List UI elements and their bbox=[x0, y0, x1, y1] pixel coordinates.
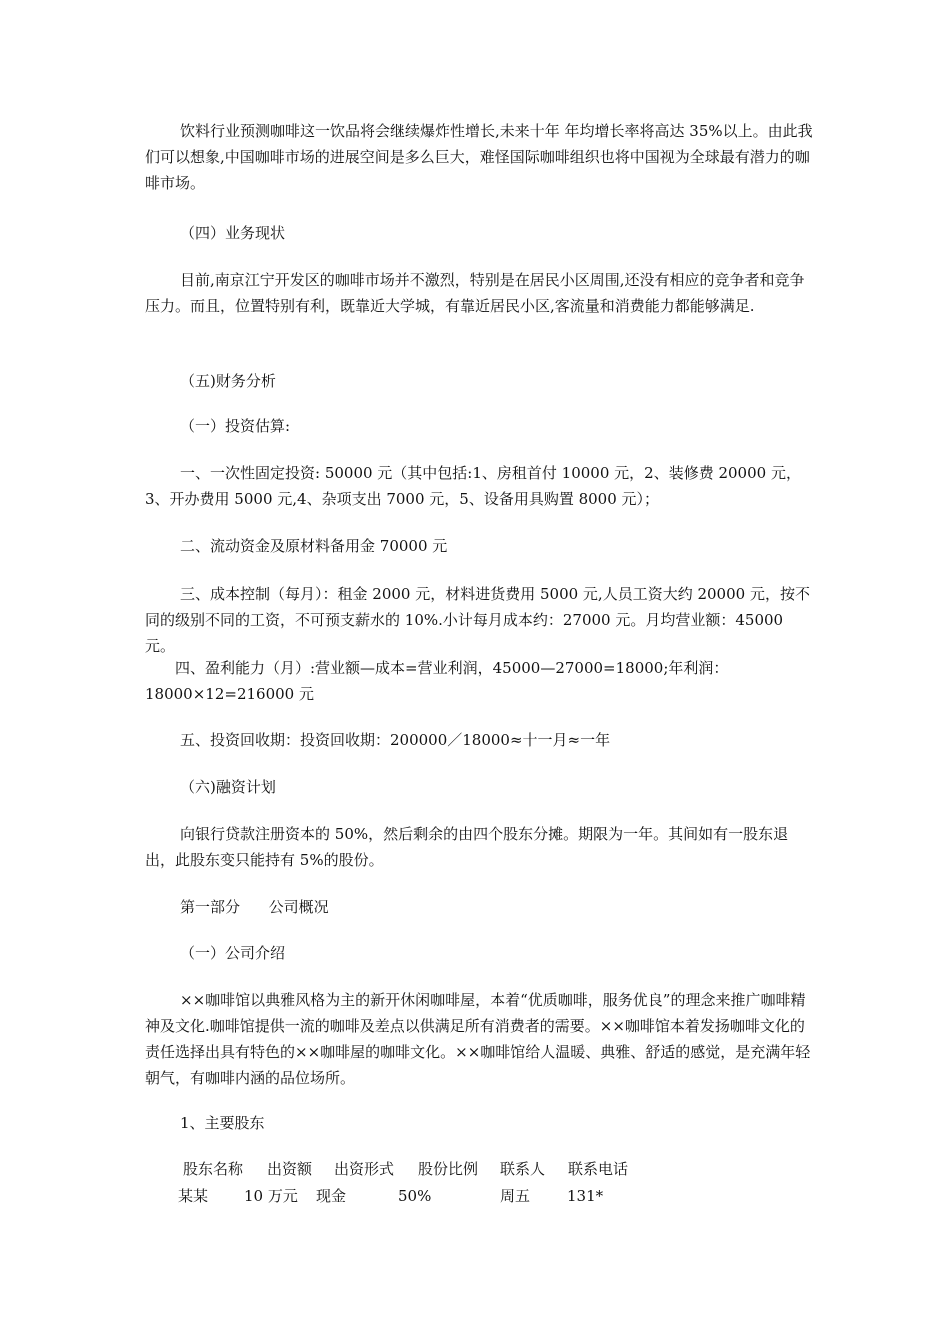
column-header-share-ratio: 股份比例 bbox=[418, 1160, 479, 1178]
paragraph-profitability: 四、盈利能力（月）:营业额—成本=营业利润，45000—27000=18000;年利润：18000×12=216000 元 bbox=[145, 659, 729, 703]
cell-contact-person: 周五 bbox=[500, 1187, 531, 1205]
paragraph-financing-plan: 向银行贷款注册资本的 50%，然后剩余的由四个股东分摊。期限为一年。其间如有一股东退出，此股东变只能持有 5%的股份。 bbox=[145, 825, 789, 869]
paragraph-working-capital: 二、流动资金及原材料备用金 70000 元 bbox=[180, 537, 448, 555]
cell-contribution-amount: 10 万元 bbox=[244, 1187, 298, 1205]
heading-financing-plan: （六)融资计划 bbox=[180, 778, 276, 796]
column-header-contact-phone: 联系电话 bbox=[568, 1160, 629, 1178]
heading-part-one-company-overview: 第一部分 公司概况 bbox=[180, 898, 329, 916]
paragraph-payback-period: 五、投资回收期：投资回收期：200000／18000≈十一月≈一年 bbox=[180, 731, 611, 749]
paragraph-company-introduction: ××咖啡馆以典雅风格为主的新开休闲咖啡屋，本着“优质咖啡，服务优良”的理念来推广咖啡精神及文化.咖啡馆提供一流的咖啡及差点以供满足所有消费者的需要。××咖啡馆本着发扬咖啡文化的责任选择出具有特色的××咖啡屋的咖啡文化。××咖啡馆给人温暖、典雅、舒适的感觉，是充满年轻朝气，有咖啡内涵的品位场所。 bbox=[145, 991, 811, 1087]
paragraph-market-growth: 饮料行业预测咖啡这一饮品将会继续爆炸性增长,未来十年 年均增长率将高达 35%以上。由此我们可以想象,中国咖啡市场的进展空间是多么巨大，难怪国际咖啡组织也将中国视为全球最有潜力的咖啡市场。 bbox=[145, 122, 813, 192]
heading-company-introduction: （一）公司介绍 bbox=[180, 944, 286, 962]
column-header-contribution-amount: 出资额 bbox=[267, 1160, 313, 1178]
cell-shareholder-name: 某某 bbox=[178, 1187, 209, 1205]
cell-contact-phone: 131* bbox=[567, 1187, 604, 1205]
paragraph-cost-control: 三、成本控制（每月）：租金 2000 元，材料进货费用 5000 元,人员工资大约 20000 元，按不同的级别不同的工资，不可预支薪水的 10%.小计每月成本约：27000 元。月均营业额：45000 元。 bbox=[145, 585, 810, 655]
column-header-contribution-form: 出资形式 bbox=[334, 1160, 395, 1178]
paragraph-business-status: 目前,南京江宁开发区的咖啡市场并不激烈，特别是在居民小区周围,还没有相应的竞争者和竞争压力。而且，位置特别有利，既靠近大学城，有靠近居民小区,客流量和消费能力都能够满足. bbox=[145, 271, 805, 315]
cell-share-ratio: 50% bbox=[398, 1187, 432, 1205]
heading-financial-analysis: （五)财务分析 bbox=[180, 372, 276, 390]
cell-contribution-form: 现金 bbox=[316, 1187, 347, 1205]
heading-main-shareholders: 1、主要股东 bbox=[180, 1114, 265, 1132]
paragraph-fixed-investment: 一、一次性固定投资: 50000 元（其中包括:1、房租首付 10000 元，2、装修费 20000 元，3、开办费用 5000 元,4、杂项支出 7000 元，5、设备用具购置 8000 元）； bbox=[145, 464, 801, 508]
heading-business-status: （四）业务现状 bbox=[180, 224, 286, 242]
column-header-shareholder-name: 股东名称 bbox=[183, 1160, 244, 1178]
column-header-contact-person: 联系人 bbox=[500, 1160, 546, 1178]
heading-investment-estimate: （一）投资估算: bbox=[180, 417, 291, 435]
